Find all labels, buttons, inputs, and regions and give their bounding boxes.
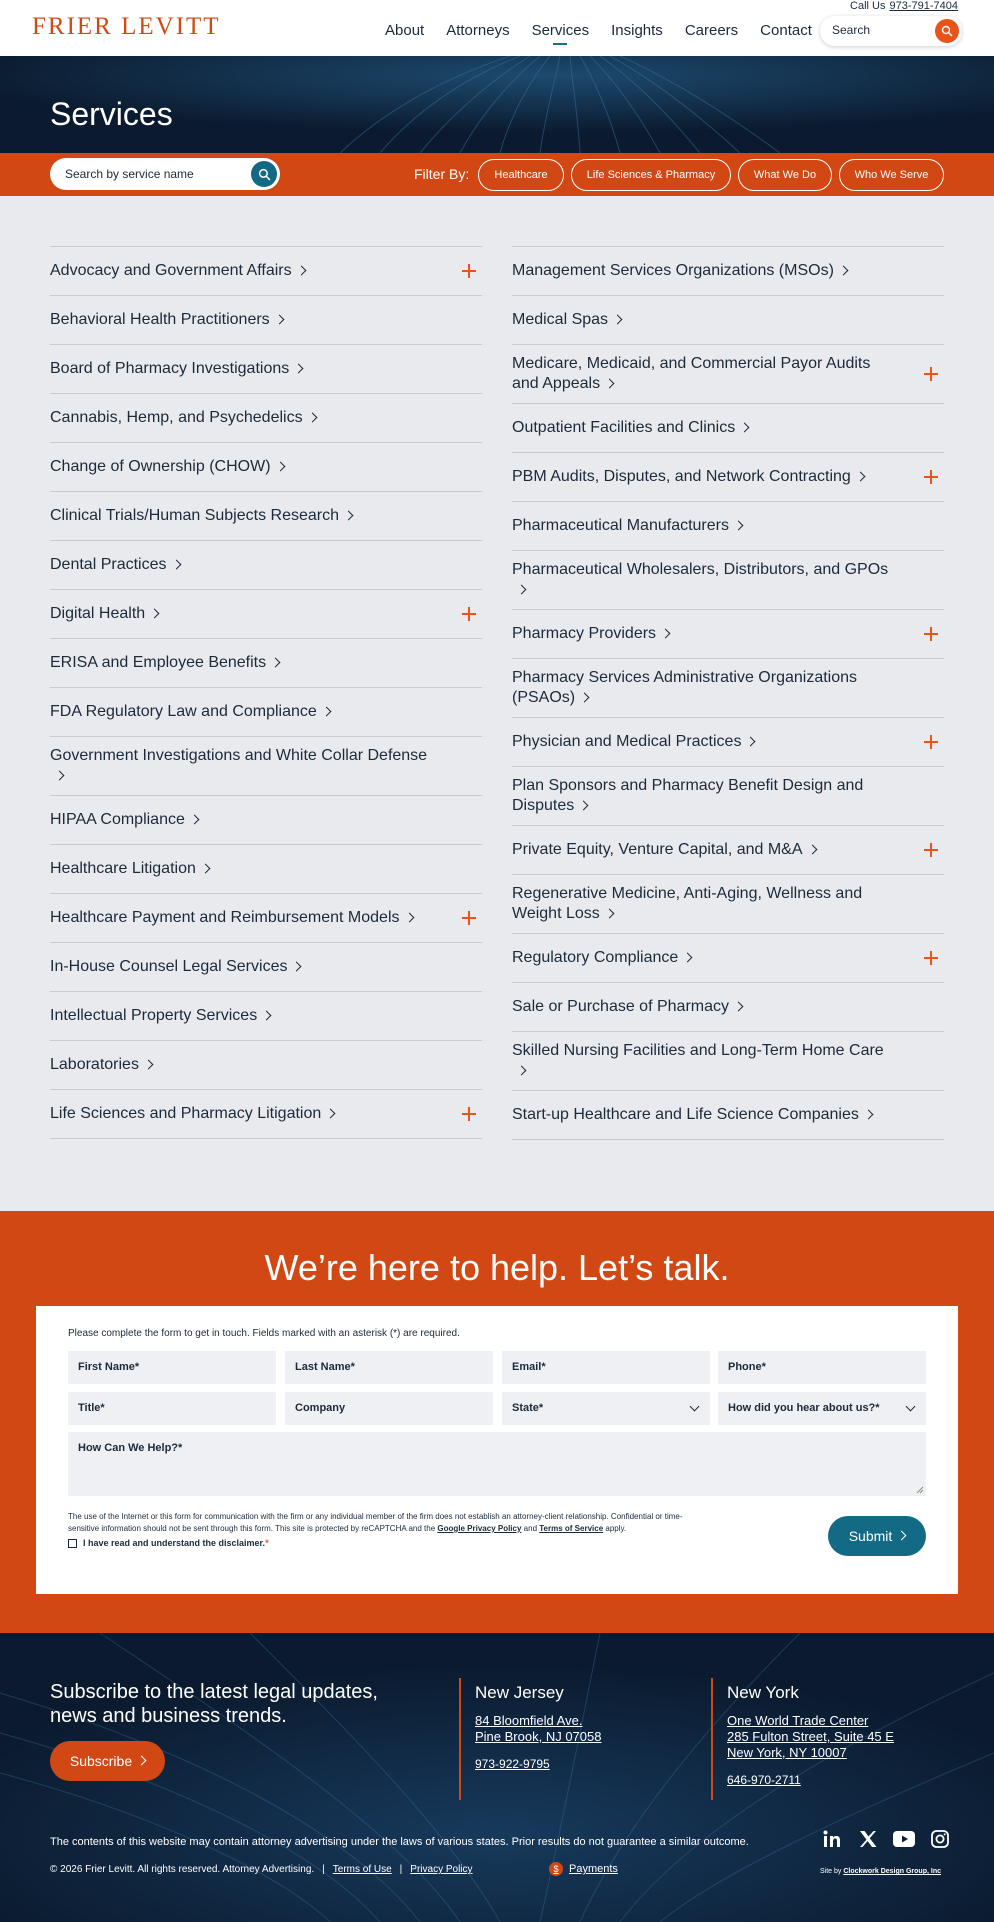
- copyright-row: [50, 1864, 473, 1875]
- office-new-york: [711, 1678, 894, 1800]
- services-list-right: [512, 246, 944, 1140]
- service-row[interactable]: [50, 737, 482, 796]
- service-label: Behavioral Health Practitioners: [50, 311, 270, 328]
- office-name: New Jersey: [475, 1683, 564, 1702]
- subscribe-button[interactable]: [50, 1741, 165, 1781]
- chevron-right-icon: [326, 1109, 336, 1119]
- filter-chip-healthcare[interactable]: Healthcare: [478, 159, 564, 191]
- nav-attorneys[interactable]: Attorneys: [446, 22, 510, 39]
- first-name-field[interactable]: First Name*: [68, 1351, 276, 1384]
- service-label: In-House Counsel Legal Services: [50, 958, 288, 975]
- service-link[interactable]: [50, 261, 305, 281]
- office-new-jersey: [459, 1678, 601, 1800]
- expand-plus-icon[interactable]: [462, 1107, 476, 1121]
- chevron-right-icon: [321, 707, 331, 717]
- main-nav: [385, 22, 812, 39]
- expand-plus-icon[interactable]: [924, 470, 938, 484]
- service-link[interactable]: [512, 310, 621, 330]
- x-icon[interactable]: [857, 1829, 879, 1849]
- expand-plus-icon[interactable]: [924, 367, 938, 381]
- filter-chip-what-we-do[interactable]: What We Do: [738, 159, 832, 191]
- copyright-text: © 2026 Frier Levitt. All rights reserved. Attorney Advertising.: [50, 1864, 315, 1875]
- chevron-right-icon: [897, 1530, 907, 1540]
- service-label: Dental Practices: [50, 556, 167, 573]
- service-link[interactable]: [50, 408, 316, 428]
- submit-label: Submit: [848, 1528, 893, 1544]
- disclaimer-checkbox-row: [68, 1538, 269, 1548]
- nav-services[interactable]: Services: [531, 22, 590, 39]
- legal-notice: The contents of this website may contain attorney advertising under the laws of various states. Prior results do not guarantee a similar outcome.: [50, 1836, 749, 1848]
- service-label: FDA Regulatory Law and Compliance: [50, 703, 317, 720]
- chevron-right-icon: [344, 511, 354, 521]
- chevron-right-icon: [579, 801, 589, 811]
- service-search-input[interactable]: [65, 167, 245, 181]
- service-row[interactable]: [512, 404, 944, 453]
- service-label: Regulatory Compliance: [512, 949, 679, 966]
- chevron-right-icon: [55, 771, 65, 781]
- linkedin-icon[interactable]: [821, 1829, 843, 1849]
- office-phone-link[interactable]: 646-970-2711: [727, 1773, 801, 1787]
- referral-select[interactable]: [718, 1392, 926, 1425]
- chevron-right-icon: [661, 629, 671, 639]
- chevron-right-icon: [855, 472, 865, 482]
- subscribe-label: Subscribe: [69, 1753, 133, 1769]
- help-textarea-label: How Can We Help?*: [78, 1442, 183, 1454]
- service-row[interactable]: [512, 1091, 944, 1140]
- service-row[interactable]: [512, 1032, 944, 1091]
- service-label: Plan Sponsors and Pharmacy Benefit Design and Disputes: [512, 777, 864, 814]
- chevron-right-icon: [275, 462, 285, 472]
- call-us: [850, 0, 958, 12]
- chevron-right-icon: [307, 413, 317, 423]
- service-row[interactable]: [50, 845, 482, 894]
- service-link[interactable]: [50, 555, 180, 575]
- service-row[interactable]: [50, 443, 482, 492]
- service-row[interactable]: [50, 796, 482, 845]
- service-row[interactable]: [512, 296, 944, 345]
- service-label: Cannabis, Hemp, and Psychedelics: [50, 409, 303, 426]
- service-label: Digital Health: [50, 605, 146, 622]
- expand-plus-icon[interactable]: [924, 735, 938, 749]
- chevron-right-icon: [613, 315, 623, 325]
- chevron-right-icon: [683, 953, 693, 963]
- service-label: Management Services Organizations (MSOs): [512, 262, 834, 279]
- service-row[interactable]: [512, 875, 944, 934]
- chevron-right-icon: [294, 364, 304, 374]
- expand-plus-icon[interactable]: [924, 843, 938, 857]
- service-link[interactable]: [50, 506, 352, 526]
- service-link[interactable]: [512, 948, 691, 968]
- chevron-right-icon: [863, 1110, 873, 1120]
- required-mark: *: [265, 1538, 269, 1548]
- service-label: Outpatient Facilities and Clinics: [512, 419, 736, 436]
- service-row[interactable]: [512, 659, 944, 718]
- service-row[interactable]: [512, 247, 944, 296]
- service-row[interactable]: [512, 983, 944, 1032]
- service-row[interactable]: [512, 934, 944, 983]
- logo[interactable]: FRIER LEVITT: [32, 13, 221, 40]
- chevron-right-icon: [200, 864, 210, 874]
- search-icon: [258, 168, 271, 181]
- resize-handle-icon[interactable]: [916, 1486, 924, 1494]
- email-field[interactable]: Email*: [502, 1351, 710, 1384]
- service-link[interactable]: [512, 261, 847, 281]
- filter-label: Filter By:: [414, 166, 470, 182]
- site-search-placeholder: Search: [832, 23, 871, 37]
- service-link[interactable]: [50, 908, 413, 928]
- service-link[interactable]: [50, 859, 209, 879]
- service-row[interactable]: [512, 826, 944, 875]
- chevron-down-icon: [906, 1402, 916, 1412]
- service-link[interactable]: [50, 457, 284, 477]
- terms-of-use-link[interactable]: Terms of Use: [332, 1864, 392, 1875]
- site-credit: [820, 1868, 941, 1875]
- service-link[interactable]: [512, 840, 816, 860]
- state-select-label: State*: [512, 1402, 544, 1414]
- site-credit-prefix: Site by: [820, 1868, 842, 1875]
- service-link[interactable]: [512, 668, 892, 708]
- service-link[interactable]: [50, 810, 198, 830]
- search-button[interactable]: [935, 19, 959, 43]
- chevron-right-icon: [517, 585, 527, 595]
- site-credit-link[interactable]: Clockwork Design Group, Inc: [843, 1868, 941, 1875]
- chevron-right-icon: [404, 913, 414, 923]
- dollar-icon: $: [549, 1862, 563, 1876]
- page-title: Services: [50, 96, 173, 132]
- nav-about[interactable]: About: [385, 22, 425, 39]
- service-label: Government Investigations and White Collar Defense: [50, 747, 428, 764]
- chevron-right-icon: [271, 658, 281, 668]
- service-link[interactable]: [512, 354, 892, 394]
- disclaimer-checkbox[interactable]: [68, 1539, 77, 1548]
- service-link[interactable]: [50, 1104, 334, 1124]
- service-row[interactable]: [512, 551, 944, 610]
- chevron-right-icon: [580, 693, 590, 703]
- service-link[interactable]: [50, 702, 330, 722]
- chevron-right-icon: [144, 1060, 154, 1070]
- chevron-right-icon: [171, 560, 181, 570]
- service-label: Pharmaceutical Manufacturers: [512, 517, 729, 534]
- service-label: Intellectual Property Services: [50, 1007, 258, 1024]
- service-link[interactable]: [50, 359, 302, 379]
- service-row[interactable]: [512, 767, 944, 826]
- service-link[interactable]: [50, 1055, 152, 1075]
- expand-plus-icon[interactable]: [924, 627, 938, 641]
- separator: |: [399, 1864, 403, 1875]
- disclaimer-text: The use of the Internet or this form for communication with the firm or any individual member of the firm does not establish an attorney-client relationship. Confidential or time-sensitive information should not be sent through this form. This site is protected by reCAPTCHA and the: [68, 1512, 683, 1533]
- service-row[interactable]: [512, 502, 944, 551]
- service-link[interactable]: [50, 746, 430, 786]
- service-row[interactable]: [50, 992, 482, 1041]
- service-row[interactable]: [50, 492, 482, 541]
- service-label: Laboratories: [50, 1056, 139, 1073]
- office-phone-link[interactable]: 973-922-9795: [475, 1757, 550, 1771]
- call-us-label: Call Us: [850, 0, 886, 12]
- service-label: Skilled Nursing Facilities and Long-Term Home Care: [512, 1042, 884, 1059]
- privacy-policy-link[interactable]: Privacy Policy: [410, 1864, 473, 1875]
- contact-heading: We’re here to help. Let’s talk.: [264, 1247, 730, 1288]
- search-icon: [941, 25, 953, 37]
- service-row[interactable]: [512, 610, 944, 659]
- service-label: PBM Audits, Disputes, and Network Contracting: [512, 468, 851, 485]
- service-link[interactable]: [512, 516, 742, 536]
- instagram-icon[interactable]: [929, 1829, 951, 1849]
- service-link[interactable]: [50, 604, 158, 624]
- service-label: ERISA and Employee Benefits: [50, 654, 267, 671]
- service-label: Life Sciences and Pharmacy Litigation: [50, 1105, 322, 1122]
- subscribe-title: Subscribe to the latest legal updates, news and business trends.: [50, 1681, 378, 1727]
- service-label: Sale or Purchase of Pharmacy: [512, 998, 729, 1015]
- service-label: Medicare, Medicaid, and Commercial Payor Audits and Appeals: [512, 355, 871, 392]
- office-name: New York: [727, 1683, 799, 1702]
- service-row[interactable]: [512, 453, 944, 502]
- service-row[interactable]: [50, 296, 482, 345]
- service-label: Pharmaceutical Wholesalers, Distributors, and GPOs: [512, 561, 889, 578]
- filter-chip-life-sciences[interactable]: Life Sciences & Pharmacy: [571, 159, 731, 191]
- phone-field[interactable]: Phone*: [718, 1351, 926, 1384]
- service-row[interactable]: [50, 345, 482, 394]
- chevron-right-icon: [807, 845, 817, 855]
- terms-of-service-link[interactable]: Terms of Service: [539, 1524, 604, 1533]
- chevron-right-icon: [150, 609, 160, 619]
- service-link[interactable]: [512, 997, 742, 1017]
- service-link[interactable]: [512, 560, 892, 600]
- service-search: [50, 158, 280, 190]
- service-link[interactable]: [50, 957, 300, 977]
- services-list-left: [50, 246, 482, 1139]
- youtube-icon[interactable]: [893, 1829, 915, 1849]
- disclaimer-checkbox-label: I have read and understand the disclaimer.*: [83, 1538, 269, 1548]
- contact-form: [36, 1306, 958, 1594]
- service-link[interactable]: [512, 418, 748, 438]
- service-row[interactable]: [50, 894, 482, 943]
- service-link[interactable]: [512, 1105, 872, 1125]
- last-name-field[interactable]: Last Name*: [285, 1351, 493, 1384]
- chevron-right-icon: [746, 737, 756, 747]
- service-search-button[interactable]: [251, 161, 277, 187]
- chevron-right-icon: [734, 521, 744, 531]
- nav-contact[interactable]: Contact: [760, 22, 812, 39]
- disclaimer-and: and: [523, 1524, 538, 1533]
- service-link[interactable]: [512, 624, 669, 644]
- submit-button[interactable]: [828, 1516, 926, 1556]
- service-label: Start-up Healthcare and Life Science Companies: [512, 1106, 859, 1123]
- contact-section: [0, 1211, 994, 1633]
- separator: |: [322, 1864, 325, 1875]
- company-field[interactable]: Company: [285, 1392, 493, 1425]
- form-intro: Please complete the form to get in touch. Fields marked with an asterisk (*) are required.: [68, 1328, 460, 1339]
- title-field[interactable]: Title*: [68, 1392, 276, 1425]
- filter-bar: [0, 153, 994, 196]
- service-row[interactable]: [512, 718, 944, 767]
- call-us-phone-link[interactable]: 973-791-7404: [889, 0, 958, 12]
- service-label: Healthcare Litigation: [50, 860, 196, 877]
- google-privacy-link[interactable]: Google Privacy Policy: [437, 1524, 522, 1533]
- service-label: Advocacy and Government Affairs: [50, 262, 292, 279]
- service-row[interactable]: [50, 394, 482, 443]
- service-label: Medical Spas: [512, 311, 609, 328]
- service-label: Board of Pharmacy Investigations: [50, 360, 290, 377]
- service-link[interactable]: [512, 776, 892, 816]
- service-label: Pharmacy Services Administrative Organizations (PSAOs): [512, 669, 858, 706]
- service-link[interactable]: [50, 1006, 270, 1026]
- payments-label: Payments: [569, 1863, 618, 1875]
- service-label: Private Equity, Venture Capital, and M&A: [512, 841, 803, 858]
- expand-plus-icon[interactable]: [924, 951, 938, 965]
- nav-careers[interactable]: Careers: [684, 22, 739, 39]
- service-link[interactable]: [512, 1041, 892, 1081]
- service-label: Clinical Trials/Human Subjects Research: [50, 507, 339, 524]
- service-label: Physician and Medical Practices: [512, 733, 742, 750]
- chevron-right-icon: [292, 962, 302, 972]
- office-address-link[interactable]: One World Trade Center 285 Fulton Street, Suite 45 E New York, NY 10007: [727, 1713, 894, 1760]
- chevron-right-icon: [517, 1066, 527, 1076]
- service-link[interactable]: [512, 467, 864, 487]
- help-textarea[interactable]: [68, 1432, 926, 1496]
- chevron-right-icon: [734, 1002, 744, 1012]
- chevron-right-icon: [838, 266, 848, 276]
- service-row[interactable]: [50, 943, 482, 992]
- payments-link[interactable]: [549, 1862, 618, 1876]
- service-label: Healthcare Payment and Reimbursement Models: [50, 909, 400, 926]
- service-row[interactable]: [50, 1041, 482, 1090]
- site-search[interactable]: [820, 16, 962, 46]
- chevron-right-icon: [137, 1755, 147, 1765]
- service-link[interactable]: [512, 732, 754, 752]
- service-row[interactable]: [50, 688, 482, 737]
- nav-insights[interactable]: Insights: [611, 22, 663, 39]
- chevron-right-icon: [274, 315, 284, 325]
- office-address-link[interactable]: 84 Bloomfield Ave. Pine Brook, NJ 07058: [475, 1713, 602, 1744]
- service-row[interactable]: [50, 639, 482, 688]
- chevron-right-icon: [604, 909, 614, 919]
- site-header: [0, 0, 994, 56]
- service-link[interactable]: [50, 653, 279, 673]
- social-links: [821, 1829, 951, 1849]
- referral-select-label: How did you hear about us?*: [728, 1402, 880, 1414]
- expand-plus-icon[interactable]: [462, 911, 476, 925]
- service-row[interactable]: [50, 541, 482, 590]
- service-label: Regenerative Medicine, Anti-Aging, Wellness and Weight Loss: [512, 885, 863, 922]
- filter-chip-who-we-serve[interactable]: Who We Serve: [839, 159, 944, 191]
- form-disclaimer: [68, 1511, 708, 1535]
- expand-plus-icon[interactable]: [462, 264, 476, 278]
- state-select[interactable]: [502, 1392, 710, 1425]
- chevron-right-icon: [189, 815, 199, 825]
- service-link[interactable]: [50, 310, 283, 330]
- service-label: Pharmacy Providers: [512, 625, 657, 642]
- expand-plus-icon[interactable]: [462, 607, 476, 621]
- chevron-right-icon: [740, 423, 750, 433]
- site-footer: [0, 1633, 994, 1922]
- service-link[interactable]: [512, 884, 892, 924]
- service-label: Change of Ownership (CHOW): [50, 458, 271, 475]
- chevron-right-icon: [296, 266, 306, 276]
- chevron-right-icon: [262, 1011, 272, 1021]
- chevron-right-icon: [605, 379, 615, 389]
- hero-banner: [0, 56, 994, 153]
- chevron-down-icon: [690, 1402, 700, 1412]
- service-row[interactable]: [512, 345, 944, 404]
- service-label: HIPAA Compliance: [50, 811, 185, 828]
- service-row[interactable]: [50, 247, 482, 296]
- disclaimer-apply: apply.: [605, 1524, 627, 1533]
- service-row[interactable]: [50, 1090, 482, 1139]
- service-row[interactable]: [50, 590, 482, 639]
